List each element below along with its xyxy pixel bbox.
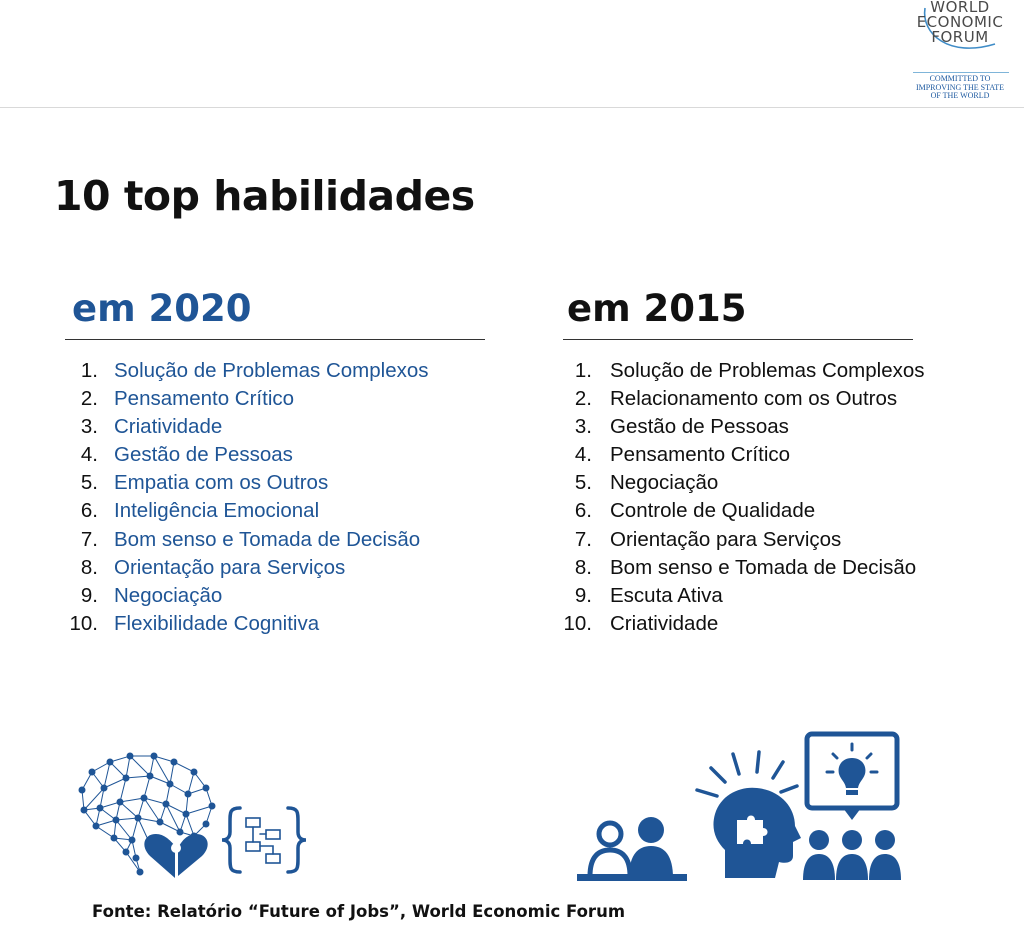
list-item-label: Bom senso e Tomada de Decisão bbox=[114, 527, 421, 551]
divider-2015 bbox=[563, 339, 913, 340]
logo-divider bbox=[913, 72, 1009, 73]
list-item bbox=[58, 610, 320, 638]
list-item bbox=[552, 441, 791, 469]
list-item-number: 4. bbox=[80, 443, 98, 467]
list-item-number: 9. bbox=[80, 583, 98, 607]
list-item bbox=[58, 497, 320, 525]
list-item-label: Solução de Problemas Complexos bbox=[610, 359, 925, 382]
list-item-label: Gestão de Pessoas bbox=[114, 443, 293, 467]
list-item-number: 8. bbox=[80, 555, 98, 579]
list-item-label: Pensamento Crítico bbox=[610, 443, 791, 467]
right-illustration bbox=[575, 728, 910, 888]
list-item-label: Relacionamento com os Outros bbox=[610, 387, 898, 411]
list-item-number: 5. bbox=[80, 471, 98, 495]
wef-name-line-3: FORUM bbox=[931, 28, 989, 46]
divider-2020 bbox=[65, 339, 485, 340]
list-item-number: 6. bbox=[574, 499, 592, 523]
list-item-label: Orientação para Serviços bbox=[610, 527, 842, 551]
wef-tagline-line-1: COMMITTED TO bbox=[929, 74, 991, 83]
list-item bbox=[552, 526, 842, 554]
list-item bbox=[58, 441, 293, 469]
list-item-label: Solução de Problemas Complexos bbox=[114, 359, 429, 382]
meeting-people-icon bbox=[577, 817, 687, 881]
heading-2015: em 2015 bbox=[567, 287, 747, 330]
header-bar bbox=[0, 0, 1024, 108]
list-item bbox=[58, 582, 223, 610]
list-item bbox=[58, 469, 329, 497]
heart-puzzle-icon bbox=[144, 834, 207, 878]
list-item-label: Negociação bbox=[114, 583, 223, 607]
list-item-number: 1. bbox=[574, 359, 592, 382]
list-item bbox=[58, 526, 421, 554]
list-item bbox=[58, 385, 295, 413]
list-item-number: 10. bbox=[563, 611, 592, 635]
presentation-lightbulb-icon bbox=[803, 734, 901, 880]
list-item bbox=[552, 554, 917, 582]
list-item-number: 7. bbox=[80, 527, 98, 551]
list-item-number: 5. bbox=[574, 471, 592, 495]
list-item bbox=[552, 610, 719, 638]
list-item bbox=[58, 554, 346, 582]
list-item-label: Empatia com os Outros bbox=[114, 471, 329, 495]
list-item-number: 4. bbox=[574, 443, 592, 467]
list-item bbox=[552, 469, 719, 497]
list-item bbox=[552, 385, 898, 413]
list-item-label: Controle de Qualidade bbox=[610, 499, 816, 523]
list-item-number: 3. bbox=[574, 415, 592, 439]
list-item-number: 10. bbox=[69, 611, 98, 635]
list-item-number: 6. bbox=[80, 499, 98, 523]
head-puzzle-idea-icon bbox=[697, 752, 801, 878]
heading-2020: em 2020 bbox=[72, 287, 252, 330]
list-item bbox=[58, 357, 429, 385]
list-item-number: 1. bbox=[80, 359, 98, 382]
wef-tagline-line-3: OF THE WORLD bbox=[930, 91, 990, 100]
list-item-label: Pensamento Crítico bbox=[114, 387, 295, 411]
list-item-label: Escuta Ativa bbox=[610, 583, 723, 607]
list-item bbox=[552, 497, 816, 525]
list-item-label: Negociação bbox=[610, 471, 719, 495]
skills-list-2020 bbox=[58, 357, 429, 638]
wef-tagline-line-2: IMPROVING THE STATE bbox=[915, 82, 1005, 92]
page-title: 10 top habilidades bbox=[54, 172, 475, 220]
list-item-label: Flexibilidade Cognitiva bbox=[114, 611, 320, 635]
list-item-number: 7. bbox=[574, 527, 592, 551]
flowchart-braces-icon bbox=[222, 808, 306, 872]
left-illustration bbox=[70, 748, 310, 883]
list-item-number: 8. bbox=[574, 555, 592, 579]
wef-name-line-2: ECONOMIC bbox=[916, 13, 1004, 31]
list-item-label: Bom senso e Tomada de Decisão bbox=[610, 555, 917, 579]
wef-logo bbox=[905, 0, 1015, 104]
list-item-label: Inteligência Emocional bbox=[114, 499, 320, 523]
list-item-number: 3. bbox=[80, 415, 98, 439]
list-item-number: 2. bbox=[80, 387, 98, 411]
wef-name bbox=[905, 0, 1015, 45]
skills-list-2015 bbox=[552, 357, 925, 638]
list-item-label: Criatividade bbox=[114, 415, 223, 439]
wef-tagline bbox=[905, 75, 1015, 101]
list-item-number: 2. bbox=[574, 387, 592, 411]
list-item-label: Criatividade bbox=[610, 611, 719, 635]
list-item-label: Orientação para Serviços bbox=[114, 555, 346, 579]
list-item-label: Gestão de Pessoas bbox=[610, 415, 789, 439]
list-item bbox=[58, 413, 223, 441]
wef-name-line-1: WORLD bbox=[930, 0, 990, 16]
list-item bbox=[552, 582, 723, 610]
list-item bbox=[552, 357, 925, 385]
source-citation: Fonte: Relatório “Future of Jobs”, World Economic Forum bbox=[92, 902, 626, 921]
list-item bbox=[552, 413, 789, 441]
list-item-number: 9. bbox=[574, 583, 592, 607]
